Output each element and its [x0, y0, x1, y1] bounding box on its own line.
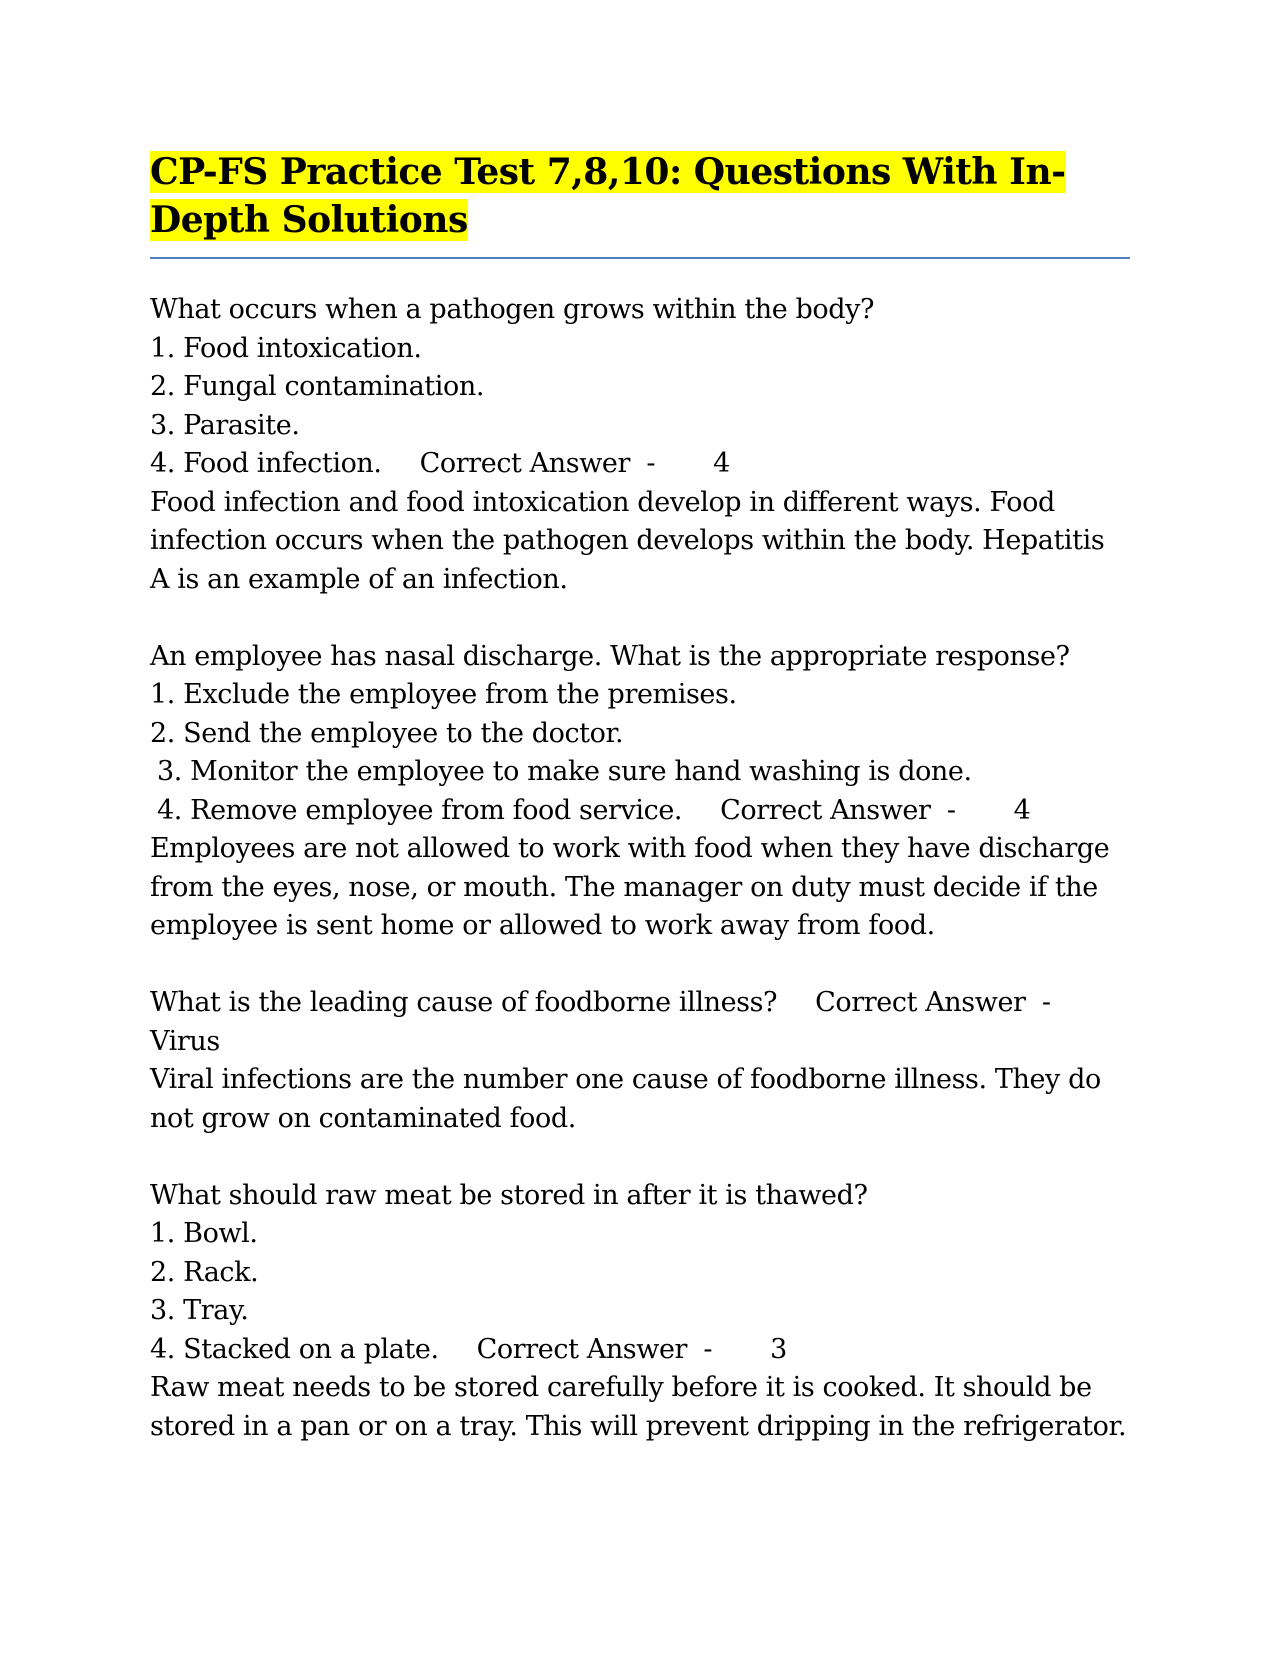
answer-explanation: Food infection and food intoxication develop in different ways. Food infection occurs when the pathogen develops within the body. Hepatitis A is an example of an infection.: [150, 486, 1105, 595]
answer-option: 3. Monitor the employee to make sure hand washing is done.: [157, 756, 972, 787]
question-text: What should raw meat be stored in after it is thawed?: [150, 1179, 868, 1211]
correct-answer-value: 3: [770, 1333, 787, 1365]
answer-option: 2. Rack.: [150, 1256, 259, 1288]
answer-option: 4. Food infection.: [150, 448, 382, 479]
question-text: An employee has nasal discharge. What is the appropriate response?: [150, 640, 1070, 672]
correct-answer-label: Correct Answer -: [815, 987, 1051, 1018]
answer-line: [150, 1331, 1130, 1370]
question-block: [150, 291, 1130, 599]
title-highlight: CP-FS Practice Test 7,8,10: Questions With In-Depth Solutions: [150, 151, 1066, 241]
document-page: [150, 148, 1130, 1485]
correct-answer-value: 4: [713, 448, 730, 479]
answer-option: 2. Send the employee to the doctor.: [150, 717, 624, 749]
answer-explanation: Viral infections are the number one cause of foodborne illness. They do not grow on contaminated food.: [150, 1064, 1101, 1134]
answer-explanation: Raw meat needs to be stored carefully before it is cooked. It should be stored in a pan or on a tray. This will prevent dripping in the refrigerator.: [150, 1372, 1127, 1442]
answer-option: 3. Tray.: [150, 1295, 249, 1326]
correct-answer-value: 4: [1013, 794, 1031, 826]
question-block: [150, 1177, 1130, 1447]
title-divider: [150, 257, 1130, 259]
answer-line: [150, 792, 1130, 831]
document-title: [150, 148, 1130, 244]
answer-option: 1. Bowl.: [150, 1218, 258, 1249]
answer-option: 4. Stacked on a plate.: [150, 1333, 439, 1365]
question-text: What is the leading cause of foodborne illness?: [150, 987, 778, 1018]
answer-option: 1. Exclude the employee from the premises.: [150, 679, 737, 710]
correct-answer-value: Virus: [150, 1025, 220, 1057]
answer-option: 3. Parasite.: [150, 409, 300, 441]
correct-answer-label: Correct Answer -: [476, 1333, 713, 1365]
question-block: [150, 638, 1130, 946]
correct-answer-label: Correct Answer -: [419, 448, 656, 479]
answer-option: 1. Food intoxication.: [150, 332, 422, 364]
correct-answer-label: Correct Answer -: [720, 794, 956, 826]
question-block: [150, 984, 1130, 1138]
answer-line: [150, 445, 1130, 484]
answer-line: [150, 984, 1130, 1023]
question-text: What occurs when a pathogen grows within the body?: [150, 294, 875, 325]
answer-option: 4. Remove employee from food service.: [157, 794, 683, 826]
answer-option: 2. Fungal contamination.: [150, 371, 485, 402]
answer-explanation: Employees are not allowed to work with food when they have discharge from the eyes, nose, or mouth. The manager on duty must decide if the employee is sent home or allowed to work away from food.: [150, 833, 1110, 941]
